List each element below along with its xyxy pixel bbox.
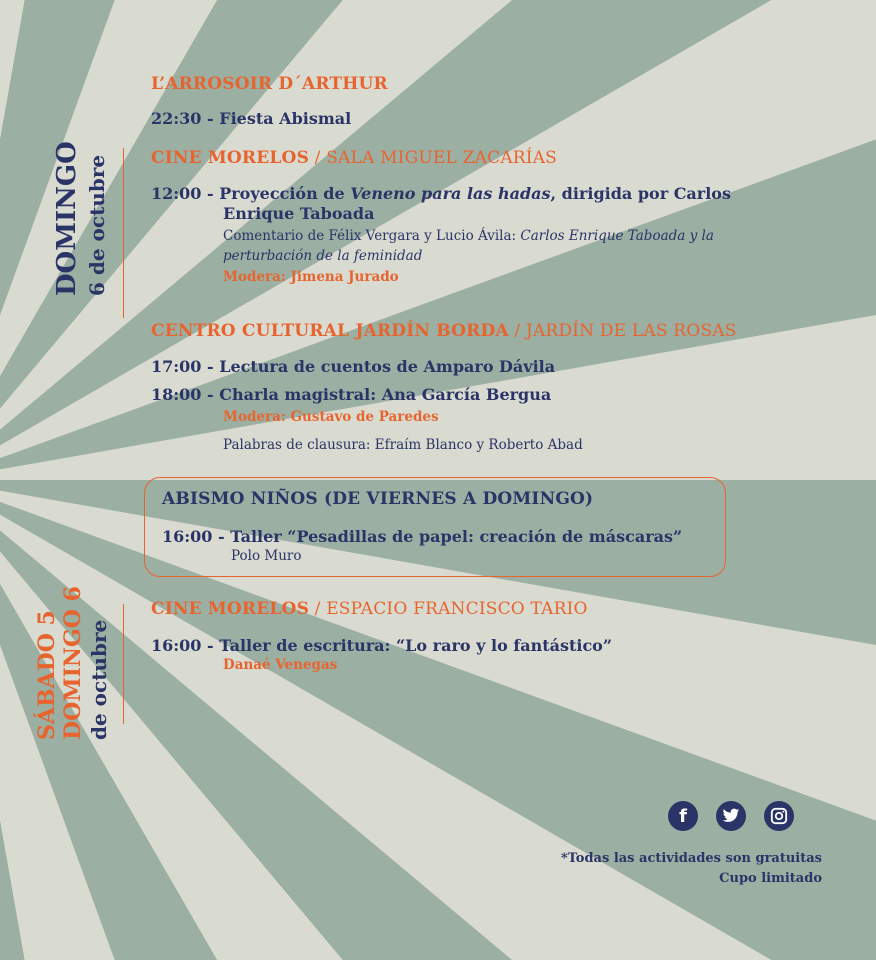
day-divider-line (123, 148, 124, 318)
venue-room: / ESPACIO FRANCISCO TARIO (309, 599, 588, 619)
twitter-icon[interactable] (716, 801, 746, 831)
free-activities-note: *Todas las actividades son gratuitas (560, 851, 822, 866)
workshop-leader: Danaé Venegas (223, 657, 338, 673)
comment-title: Carlos Enrique Taboada y la (520, 228, 714, 244)
event-line: 18:00 - Charla magistral: Ana García Bergua (151, 385, 552, 404)
event-line (151, 184, 731, 203)
day-name-1: SÁBADO 5 (34, 610, 60, 740)
event-line: 22:30 - Fiesta Abismal (151, 109, 352, 128)
film-title: Veneno para las hadas (350, 184, 551, 203)
event-title-rest: , dirigida por Carlos (550, 184, 731, 203)
facebook-icon[interactable] (668, 801, 698, 831)
moderator: Modera: Gustavo de Paredes (223, 409, 439, 425)
comment-title-continued: perturbación de la feminidad (223, 248, 423, 264)
moderator: Modera: Jimena Jurado (223, 269, 399, 285)
day-date-2: de octubre (87, 619, 111, 740)
kids-section-heading: ABISMO NIÑOS (DE VIERNES A DOMINGO) (162, 489, 594, 509)
event-line: 17:00 - Lectura de cuentos de Amparo Dávila (151, 357, 556, 376)
venue-name: CENTRO CULTURAL JARDÍN BORDA (151, 321, 509, 341)
twitter-bird-shape (722, 808, 740, 824)
day-date: 6 de octubre (85, 154, 109, 296)
day-name: DOMINGO (52, 141, 82, 296)
venue-name: CINE MORELOS (151, 599, 310, 619)
venue-heading (151, 148, 557, 168)
facebook-glyph: f (679, 805, 687, 827)
event-comment (223, 226, 743, 266)
event-line-continued: Enrique Taboada (223, 204, 375, 223)
venue-name: L’ARROSOIR D´ARTHUR (151, 74, 388, 94)
venue-heading (151, 321, 737, 341)
closing-remarks: Palabras de clausura: Efraím Blanco y Roberto Abad (223, 437, 583, 453)
venue-heading (151, 599, 588, 619)
instagram-camera-shape (770, 807, 788, 825)
venue-room: / SALA MIGUEL ZACARÍAS (309, 148, 558, 168)
comment-text: Comentario de Félix Vergara y Lucio Ávila: (223, 228, 521, 244)
instagram-icon[interactable] (764, 801, 794, 831)
event-time-title: 12:00 - Proyección de (151, 184, 351, 203)
limited-capacity-note: Cupo limitado (719, 871, 822, 886)
day-divider-line-2 (123, 604, 124, 724)
venue-name: CINE MORELOS (151, 148, 310, 168)
workshop-leader: Polo Muro (231, 548, 302, 564)
venue-heading (151, 74, 388, 94)
day-label-sabado-domingo (34, 586, 112, 740)
event-line: 16:00 - Taller “Pesadillas de papel: creación de máscaras” (162, 527, 683, 546)
venue-room: / JARDÍN DE LAS ROSAS (508, 321, 737, 341)
event-line: 16:00 - Taller de escritura: “Lo raro y lo fantástico” (151, 636, 613, 655)
day-label-domingo (52, 141, 112, 296)
day-name-2: DOMINGO 6 (60, 586, 86, 740)
